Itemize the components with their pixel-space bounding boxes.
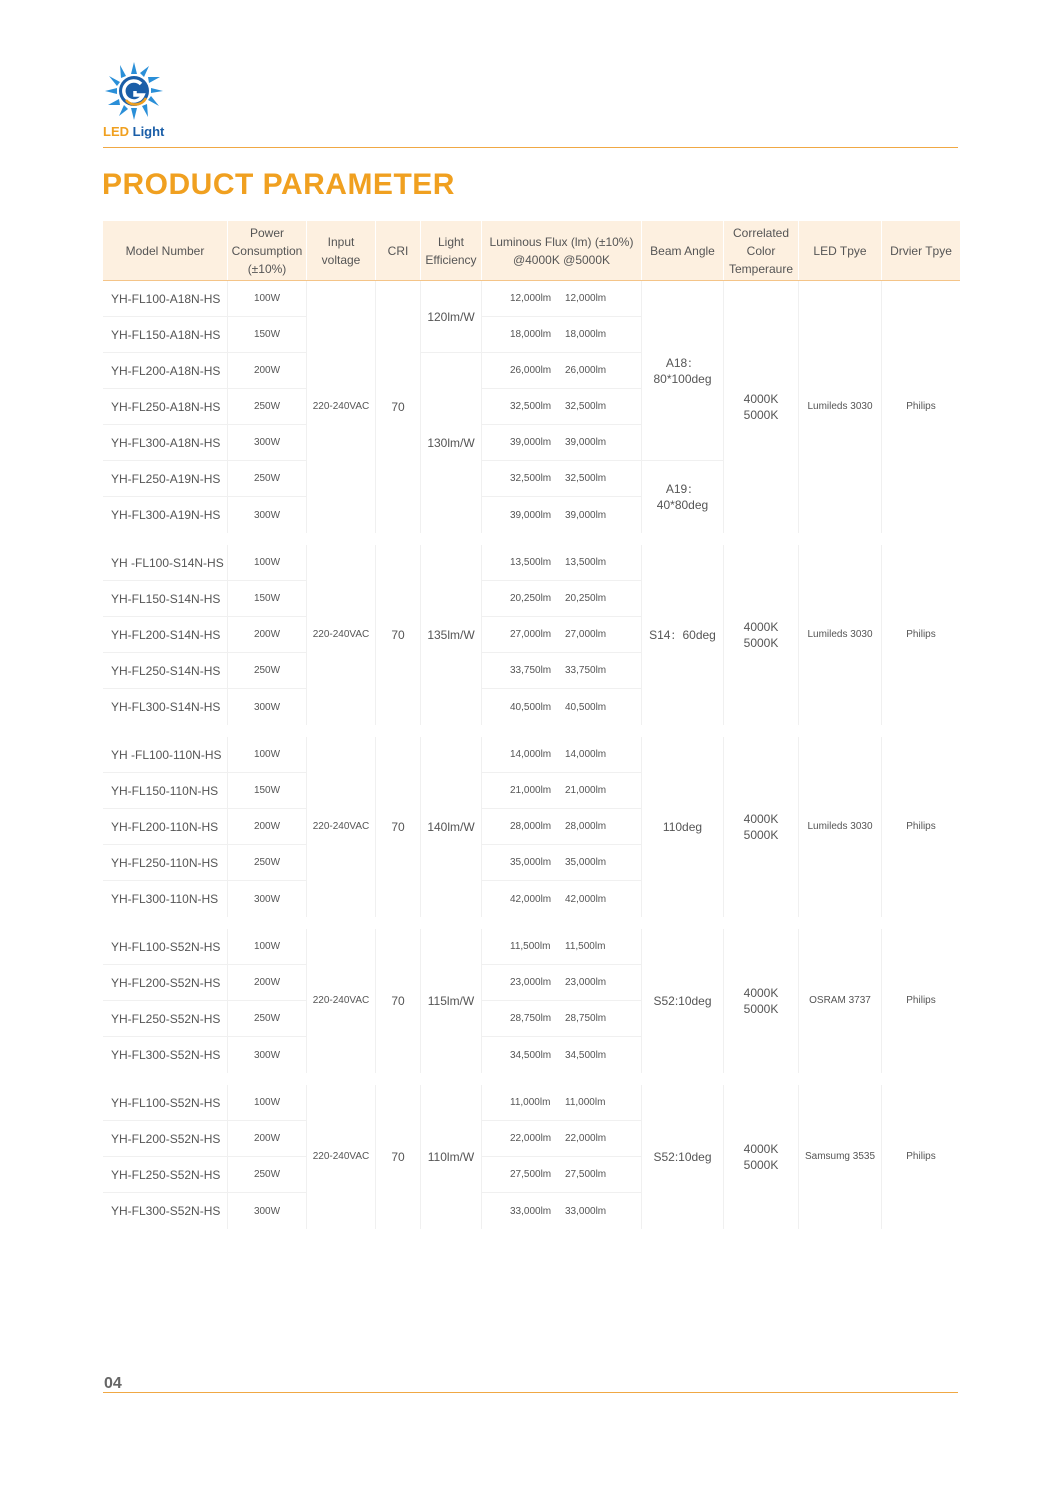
power-cell: 100W [228, 929, 306, 965]
model-number-cell: YH-FL200-S14N-HS [103, 617, 227, 653]
model-number-cell: YH-FL100-A18N-HS [103, 281, 227, 317]
power-cell: 250W [228, 653, 306, 689]
group-gap [103, 533, 960, 545]
group-gap [103, 1073, 960, 1085]
flux-cell [482, 581, 641, 617]
flux-5000k-value: 39,000lm [565, 509, 607, 521]
footer-rule [103, 1392, 958, 1393]
model-number-cell: YH-FL300-S52N-HS [111, 1204, 221, 1218]
input-voltage-cell: 220-240VAC [312, 629, 370, 640]
driver-type-cell: Philips [906, 629, 936, 640]
light-efficiency-column [421, 929, 482, 1073]
model-number-cell: YH-FL200-S52N-HS [103, 1121, 227, 1157]
flux-4000k-value: 20,250lm [510, 593, 552, 604]
flux-5000k-value: 12,000lm [565, 293, 607, 304]
flux-cell [482, 1001, 641, 1037]
beam-angle-cell: S52:10deg [653, 1150, 712, 1164]
color-temperature-cell: 4000K 5000K [743, 392, 779, 422]
power-cell: 100W [228, 1085, 306, 1121]
flux-4000k-value: 40,500lm [510, 701, 552, 713]
model-number-cell: YH-FL300-S14N-HS [111, 700, 221, 714]
power-cell: 300W [253, 701, 281, 713]
power-cell: 100W [228, 737, 306, 773]
power-cell: 150W [228, 581, 306, 617]
power-cell: 250W [228, 461, 306, 497]
flux-4000k-value: 18,000lm [510, 329, 552, 340]
flux-cell [482, 881, 641, 917]
cri-column [376, 545, 421, 725]
flux-4000k-value: 27,500lm [510, 1169, 552, 1180]
flux-cell [482, 653, 641, 689]
flux-5000k-value: 28,750lm [565, 1013, 607, 1024]
flux-cell [482, 461, 641, 497]
model-number-cell: YH-FL250-S52N-HS [103, 1157, 227, 1193]
model-column [103, 545, 228, 725]
power-cell: 150W [228, 773, 306, 809]
flux-cell [482, 1037, 641, 1073]
led-type-cell: Samsumg 3535 [804, 1151, 876, 1162]
power-cell: 300W [253, 509, 281, 521]
model-number-cell: YH-FL250-S14N-HS [103, 653, 227, 689]
cri-cell: 70 [391, 1150, 405, 1164]
flux-5000k-value: 26,000lm [565, 365, 607, 376]
table-group [103, 545, 960, 725]
flux-4000k-value: 26,000lm [510, 365, 552, 376]
flux-4000k-value: 34,500lm [510, 1049, 552, 1061]
model-number-cell: YH-FL300-A18N-HS [103, 425, 227, 461]
flux-4000k-value: 28,000lm [510, 821, 552, 832]
power-cell: 200W [228, 809, 306, 845]
product-parameter-table [103, 221, 960, 1229]
power-cell: 300W [253, 1205, 281, 1217]
driver-type-cell: Philips [906, 821, 936, 832]
flux-cell [482, 389, 641, 425]
flux-5000k-value: 27,000lm [565, 629, 607, 640]
flux-5000k-value: 13,500lm [565, 557, 607, 568]
power-cell: 250W [228, 845, 306, 881]
input-voltage-column [307, 545, 376, 725]
header-cri: CRI [376, 221, 421, 280]
flux-5000k-value: 33,750lm [565, 665, 607, 676]
header-driver: Drvier Tpye [890, 243, 952, 258]
cri-column [376, 1085, 421, 1229]
flux-5000k-value: 35,000lm [565, 857, 607, 868]
power-cell: 100W [228, 545, 306, 581]
flux-cell [482, 1121, 641, 1157]
model-number-cell: YH-FL250-110N-HS [103, 845, 227, 881]
model-number-cell: YH-FL250-A19N-HS [103, 461, 227, 497]
flux-cell [482, 809, 641, 845]
color-temperature-column [724, 545, 799, 725]
flux-cell [482, 773, 641, 809]
brand-led-text: LED [103, 124, 129, 139]
flux-4000k-value: 13,500lm [510, 557, 552, 568]
flux-column [482, 929, 642, 1073]
flux-cell [482, 965, 641, 1001]
flux-cell [482, 1193, 641, 1229]
header-power: Power Consumption (±10%) [228, 221, 307, 280]
header-efficiency: Light Efficiency [421, 221, 482, 280]
cri-cell: 70 [391, 400, 405, 414]
beam-angle-cell: S52:10deg [653, 994, 712, 1008]
flux-4000k-value: 33,000lm [510, 1205, 552, 1217]
color-temperature-cell: 4000K 5000K [743, 812, 779, 842]
flux-4000k-value: 33,750lm [510, 665, 552, 676]
beam-angle-cell: A19： 40*80deg [656, 482, 709, 512]
light-efficiency-cell: 140lm/W [427, 820, 475, 834]
table-group [103, 1085, 960, 1229]
model-number-cell: YH-FL250-A18N-HS [103, 389, 227, 425]
flux-5000k-value: 14,000lm [565, 749, 607, 760]
flux-cell [482, 1085, 641, 1121]
flux-cell [482, 1157, 641, 1193]
flux-cell [482, 845, 641, 881]
power-cell: 200W [228, 617, 306, 653]
model-number-cell: YH-FL200-S52N-HS [103, 965, 227, 1001]
driver-type-column [882, 545, 960, 725]
flux-4000k-value: 14,000lm [510, 749, 552, 760]
color-temperature-column [724, 929, 799, 1073]
sun-logo-icon [103, 60, 165, 122]
driver-type-cell: Philips [906, 1151, 936, 1162]
flux-4000k-value: 39,000lm [510, 509, 552, 521]
flux-5000k-value: 22,000lm [565, 1133, 607, 1144]
power-cell: 300W [228, 425, 306, 461]
flux-5000k-value: 18,000lm [565, 329, 607, 340]
beam-angle-cell: 110deg [662, 820, 703, 834]
power-cell: 250W [228, 1157, 306, 1193]
flux-5000k-value: 27,500lm [565, 1169, 607, 1180]
input-voltage-column [307, 281, 376, 533]
flux-4000k-value: 32,500lm [510, 401, 552, 412]
color-temperature-column [724, 1085, 799, 1229]
brand-logo [103, 60, 165, 140]
input-voltage-cell: 220-240VAC [312, 1151, 370, 1162]
power-cell: 100W [228, 281, 306, 317]
power-cell: 300W [253, 1049, 281, 1061]
flux-5000k-value: 42,000lm [565, 893, 607, 905]
flux-5000k-value: 11,000lm [565, 1097, 606, 1108]
flux-column [482, 737, 642, 917]
color-temperature-cell: 4000K 5000K [743, 986, 779, 1016]
table-group [103, 929, 960, 1073]
power-cell: 200W [228, 965, 306, 1001]
flux-5000k-value: 34,500lm [565, 1049, 607, 1061]
power-column [228, 545, 307, 725]
flux-4000k-value: 28,750lm [510, 1013, 552, 1024]
model-number-cell: YH -FL100-S14N-HS [103, 545, 227, 581]
flux-4000k-value: 11,000lm [510, 1097, 551, 1108]
flux-4000k-value: 39,000lm [510, 437, 552, 448]
power-cell: 150W [228, 317, 306, 353]
driver-type-column [882, 1085, 960, 1229]
page-title: PRODUCT PARAMETER [102, 168, 455, 201]
cri-column [376, 281, 421, 533]
power-cell: 250W [228, 389, 306, 425]
flux-column [482, 1085, 642, 1229]
light-efficiency-column [421, 737, 482, 917]
flux-4000k-value: 32,500lm [510, 473, 552, 484]
beam-angle-column [642, 929, 724, 1073]
flux-4000k-value: 35,000lm [510, 857, 552, 868]
header-model: Model Number [103, 221, 228, 280]
light-efficiency-column [421, 545, 482, 725]
group-gap [103, 917, 960, 929]
page-number: 04 [104, 1375, 122, 1392]
input-voltage-column [307, 737, 376, 917]
power-column [228, 737, 307, 917]
model-number-cell: YH-FL200-110N-HS [103, 809, 227, 845]
header-flux: Luminous Flux (lm) (±10%) @4000K @5000K [482, 221, 642, 280]
flux-5000k-value: 20,250lm [565, 593, 607, 604]
light-efficiency-cell: 110lm/W [427, 1150, 475, 1164]
flux-cell [482, 689, 641, 725]
input-voltage-column [307, 929, 376, 1073]
flux-4000k-value: 27,000lm [510, 629, 552, 640]
flux-cell [482, 281, 641, 317]
light-efficiency-cell: 130lm/W [427, 436, 475, 450]
model-number-cell: YH-FL100-S52N-HS [103, 1085, 227, 1121]
flux-5000k-value: 28,000lm [565, 821, 607, 832]
beam-angle-cell: A18： 80*100deg [642, 281, 723, 461]
flux-5000k-value: 32,500lm [565, 401, 607, 412]
driver-type-column [882, 929, 960, 1073]
flux-5000k-value: 21,000lm [565, 785, 607, 796]
flux-4000k-value: 12,000lm [510, 293, 552, 304]
model-column [103, 1085, 228, 1229]
model-column [103, 281, 228, 533]
flux-4000k-value: 11,500lm [510, 941, 551, 952]
flux-5000k-value: 40,500lm [565, 701, 607, 713]
input-voltage-cell: 220-240VAC [312, 401, 370, 412]
cri-cell: 70 [391, 628, 405, 642]
light-efficiency-cell: 115lm/W [427, 994, 475, 1008]
driver-type-column [882, 281, 960, 533]
flux-cell [482, 353, 641, 389]
flux-cell [482, 617, 641, 653]
model-number-cell: YH-FL300-S52N-HS [111, 1048, 221, 1062]
flux-5000k-value: 23,000lm [565, 977, 607, 988]
flux-5000k-value: 39,000lm [565, 437, 607, 448]
input-voltage-column [307, 1085, 376, 1229]
power-cell: 250W [228, 1001, 306, 1037]
input-voltage-cell: 220-240VAC [312, 995, 370, 1006]
flux-cell [482, 497, 641, 533]
flux-5000k-value: 32,500lm [565, 473, 607, 484]
cri-column [376, 737, 421, 917]
flux-cell [482, 737, 641, 773]
group-gap [103, 725, 960, 737]
flux-column [482, 545, 642, 725]
led-type-column [799, 281, 882, 533]
power-cell: 300W [253, 893, 281, 905]
header-rule [103, 147, 958, 148]
beam-angle-cell: S14：60deg [649, 628, 716, 642]
led-type-column [799, 929, 882, 1073]
model-column [103, 929, 228, 1073]
flux-cell [482, 545, 641, 581]
header-cct: Correlated Color Temperaure [724, 221, 799, 280]
brand-wordmark [103, 124, 164, 139]
driver-type-cell: Philips [906, 995, 936, 1006]
flux-4000k-value: 22,000lm [510, 1133, 552, 1144]
color-temperature-column [724, 281, 799, 533]
flux-column [482, 281, 642, 533]
model-number-cell: YH-FL100-S52N-HS [103, 929, 227, 965]
driver-type-cell: Philips [906, 401, 936, 412]
light-efficiency-column [421, 1085, 482, 1229]
flux-4000k-value: 42,000lm [510, 893, 552, 905]
input-voltage-cell: 220-240VAC [312, 821, 370, 832]
power-cell: 200W [228, 1121, 306, 1157]
cri-column [376, 929, 421, 1073]
beam-angle-column [642, 737, 724, 917]
color-temperature-column [724, 737, 799, 917]
led-type-cell: Lumileds 3030 [807, 821, 873, 832]
brand-light-text: Light [132, 124, 165, 139]
light-efficiency-column [421, 281, 482, 533]
beam-angle-column [642, 281, 724, 533]
led-type-cell: Lumileds 3030 [807, 401, 873, 412]
header-voltage: Input voltage [307, 221, 376, 280]
led-type-cell: Lumileds 3030 [807, 629, 873, 640]
light-efficiency-cell: 120lm/W [421, 281, 481, 353]
table-group [103, 281, 960, 533]
power-column [228, 281, 307, 533]
header-led: LED Tpye [799, 221, 882, 280]
led-type-cell: OSRAM 3737 [809, 995, 871, 1006]
flux-cell [482, 929, 641, 965]
model-number-cell: YH -FL100-110N-HS [103, 737, 227, 773]
model-column [103, 737, 228, 917]
model-number-cell: YH-FL300-A19N-HS [111, 508, 221, 522]
beam-angle-column [642, 545, 724, 725]
flux-4000k-value: 21,000lm [510, 785, 552, 796]
model-number-cell: YH-FL150-S14N-HS [103, 581, 227, 617]
flux-cell [482, 317, 641, 353]
beam-angle-column [642, 1085, 724, 1229]
flux-5000k-value: 11,500lm [565, 941, 606, 952]
flux-4000k-value: 23,000lm [510, 977, 552, 988]
header-beam: Beam Angle [642, 221, 724, 280]
cri-cell: 70 [391, 820, 405, 834]
power-column [228, 929, 307, 1073]
power-cell: 200W [228, 353, 306, 389]
color-temperature-cell: 4000K 5000K [743, 620, 779, 650]
light-efficiency-cell: 135lm/W [427, 628, 475, 642]
table-group [103, 737, 960, 917]
flux-cell [482, 425, 641, 461]
led-type-column [799, 1085, 882, 1229]
power-column [228, 1085, 307, 1229]
led-type-column [799, 737, 882, 917]
model-number-cell: YH-FL200-A18N-HS [103, 353, 227, 389]
table-body [103, 281, 960, 1229]
model-number-cell: YH-FL150-A18N-HS [103, 317, 227, 353]
led-type-column [799, 545, 882, 725]
color-temperature-cell: 4000K 5000K [743, 1142, 779, 1172]
model-number-cell: YH-FL300-110N-HS [111, 892, 219, 906]
model-number-cell: YH-FL250-S52N-HS [103, 1001, 227, 1037]
table-header-row [103, 221, 960, 281]
flux-5000k-value: 33,000lm [565, 1205, 607, 1217]
driver-type-column [882, 737, 960, 917]
model-number-cell: YH-FL150-110N-HS [103, 773, 227, 809]
cri-cell: 70 [391, 994, 405, 1008]
